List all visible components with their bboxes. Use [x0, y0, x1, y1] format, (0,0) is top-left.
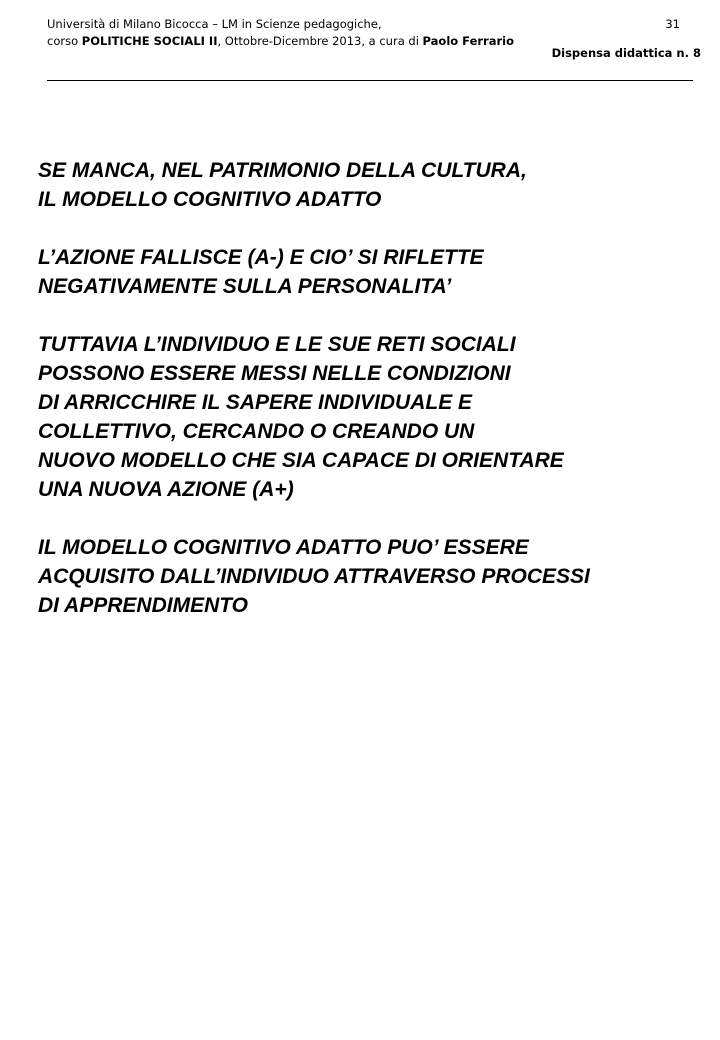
text-line: COLLETTIVO, CERCANDO O CREANDO UN: [38, 420, 475, 443]
text-line: UNA NUOVA AZIONE (A+): [38, 478, 294, 501]
text-line: POSSONO ESSERE MESSI NELLE CONDIZIONI: [38, 362, 511, 385]
text-line: SE MANCA, NEL PATRIMONIO DELLA CULTURA,: [38, 159, 527, 182]
text-line: DI APPRENDIMENTO: [38, 594, 249, 617]
course-period: , Ottobre-Dicembre 2013, a cura di: [217, 34, 423, 48]
paragraph-2: [38, 243, 698, 301]
paragraph-4: [38, 533, 698, 620]
course-name: POLITICHE SOCIALI II: [81, 34, 218, 48]
page-number: 31: [665, 17, 680, 31]
text-line: L’AZIONE FALLISCE (A-) E CIO’ SI RIFLETTE: [38, 246, 484, 269]
header-institution: Università di Milano Bicocca – LM in Scienze pedagogiche,: [47, 17, 382, 31]
text-line: IL MODELLO COGNITIVO ADATTO PUO’ ESSERE: [38, 536, 529, 559]
main-text: [38, 156, 698, 649]
header-divider: [47, 80, 693, 81]
paragraph-3: [38, 330, 698, 504]
author-name: Paolo Ferrario: [422, 34, 514, 48]
text-line: TUTTAVIA L’INDIVIDUO E LE SUE RETI SOCIALI: [38, 333, 516, 356]
dispensa-label: Dispensa didattica n. 8: [551, 46, 701, 60]
text-line: NEGATIVAMENTE SULLA PERSONALITA’: [38, 275, 452, 298]
text-line: ACQUISITO DALL’INDIVIDUO ATTRAVERSO PROCESSI: [38, 565, 590, 588]
text-line: IL MODELLO COGNITIVO ADATTO: [38, 188, 382, 211]
paragraph-1: [38, 156, 698, 214]
text-line: DI ARRICCHIRE IL SAPERE INDIVIDUALE E: [38, 391, 473, 414]
text-line: NUOVO MODELLO CHE SIA CAPACE DI ORIENTARE: [38, 449, 564, 472]
course-prefix: corso: [47, 34, 82, 48]
